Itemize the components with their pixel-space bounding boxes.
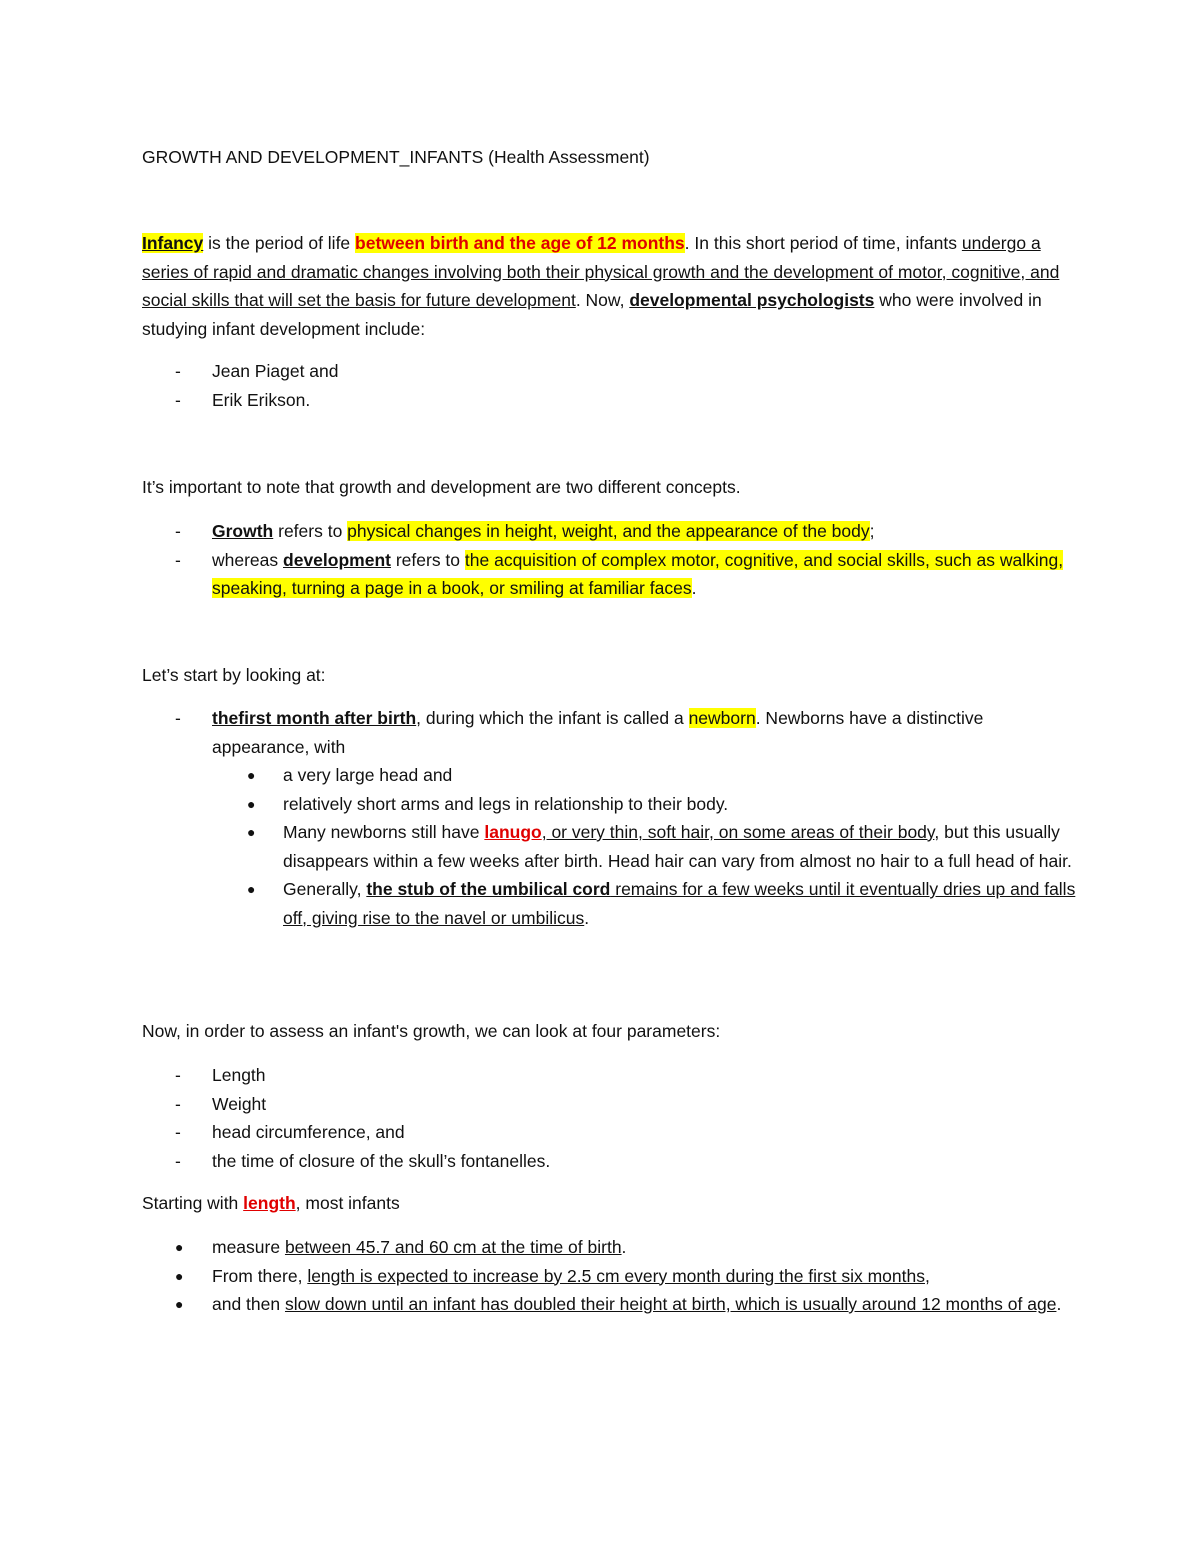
- list-item: [142, 1090, 1082, 1119]
- monthly-length-increase: length is expected to increase by 2.5 cm every month during the first six months: [307, 1265, 925, 1286]
- list-item-text: ;: [869, 521, 875, 541]
- first-month-list: [142, 704, 1082, 932]
- birth-length-range: between 45.7 and 60 cm at the time of birth: [284, 1237, 622, 1257]
- list-item-text: Many newborns still have: [283, 822, 485, 842]
- length-points-list: [142, 1233, 1082, 1319]
- parameters-list: [142, 1061, 1082, 1175]
- length-doubling: slow down until an infant has doubled their height at birth, which is usually around 12 months of age: [284, 1294, 1057, 1314]
- intro-paragraph: [142, 229, 1082, 343]
- list-item-first-month: [142, 704, 1082, 932]
- list-item-text: ,: [924, 1265, 930, 1286]
- list-item-text: Generally,: [283, 879, 367, 899]
- list-item: [142, 1290, 1082, 1319]
- dash-marker: -: [175, 1065, 181, 1085]
- list-item-text: relatively short arms and legs in relationship to their body.: [283, 793, 729, 814]
- term-developmental-psychologists: developmental psychologists: [629, 290, 875, 310]
- umbilical-cord-description: remains for a few weeks until it eventually dries up and falls off, giving rise to the navel or umbilicus: [283, 879, 1076, 928]
- list-item-text: Weight: [212, 1093, 267, 1114]
- list-item-text: the time of closure of the skull’s fontanelles.: [212, 1150, 551, 1171]
- dash-marker: -: [175, 549, 181, 570]
- list-item: [142, 357, 1082, 386]
- list-item-lanugo: [142, 818, 1082, 875]
- bullet-marker: ●: [175, 1296, 184, 1312]
- list-item: [142, 1118, 1082, 1147]
- infancy-definition: between birth and the age of 12 months: [355, 233, 685, 253]
- term-newborn: newborn: [688, 708, 756, 728]
- params-intro: Now, in order to assess an infant's growth, we can look at four parameters:: [142, 1021, 721, 1041]
- dash-marker: -: [175, 389, 181, 410]
- list-item-growth: [142, 517, 1082, 546]
- bullet-marker: ●: [247, 767, 256, 783]
- list-item-text: Length: [212, 1065, 266, 1085]
- list-item-text: measure: [212, 1237, 285, 1257]
- document-title: GROWTH AND DEVELOPMENT_INFANTS (Health Assessment): [142, 147, 650, 167]
- list-item: [142, 790, 1082, 819]
- intro-text: who were involved in studying infant development include:: [142, 290, 1042, 339]
- term-lanugo: lanugo: [484, 822, 542, 842]
- list-item-text: .: [584, 907, 590, 928]
- length-intro: [142, 1189, 1082, 1218]
- list-item-text: refers to: [273, 521, 348, 541]
- growth-definition: physical changes in height, weight, and the appearance of the body: [347, 521, 870, 541]
- list-item-text: Jean Piaget and: [212, 361, 339, 381]
- list-item: [142, 1233, 1082, 1262]
- dash-marker: -: [175, 1093, 181, 1114]
- length-intro-text: Starting with: [142, 1193, 244, 1213]
- development-definition: the acquisition of complex motor, cognitive, and social skills, such as walking, speaking, turning a page in a book, or smiling at familiar faces: [212, 549, 1064, 598]
- list-item-text: whereas: [212, 549, 284, 570]
- bullet-marker: ●: [247, 824, 256, 840]
- list-item: [142, 386, 1082, 415]
- list-item-text: head circumference, and: [212, 1122, 405, 1142]
- term-development: development: [283, 549, 391, 570]
- length-intro-text: , most infants: [295, 1193, 400, 1213]
- list-item-text: Erik Erikson.: [212, 389, 311, 410]
- term-umbilical-cord: the stub of the umbilical cord: [366, 879, 611, 899]
- list-item: [142, 1262, 1082, 1291]
- intro-text: . Now,: [575, 290, 630, 310]
- list-item: [142, 1061, 1082, 1090]
- psychologists-list: [142, 357, 1082, 414]
- list-item-text: , but this usually disappears within a few weeks after birth. Head hair can vary from almost no hair to a full head of hair.: [283, 822, 1072, 871]
- bullet-marker: ●: [175, 1239, 184, 1255]
- bullet-marker: ●: [175, 1267, 184, 1284]
- list-item-text: a very large head and: [283, 765, 453, 785]
- bullet-marker: ●: [247, 881, 256, 897]
- list-item-development: [142, 546, 1082, 603]
- lanugo-definition: , or very thin, soft hair, on some areas of their body: [541, 822, 935, 842]
- dash-marker: -: [175, 1150, 181, 1171]
- list-item-text: .: [691, 578, 697, 598]
- list-item-text: .: [621, 1237, 627, 1257]
- list-item-text: From there,: [212, 1265, 308, 1286]
- dash-marker: -: [175, 361, 181, 381]
- list-item-cord: [142, 875, 1082, 932]
- term-first-month: thefirst month after birth: [212, 708, 417, 728]
- list-item-text: . Newborns have a distinctive appearance, with: [212, 708, 984, 757]
- list-item: [142, 761, 1082, 790]
- term-infancy: Infancy: [142, 233, 204, 253]
- list-item-text: .: [1056, 1294, 1062, 1314]
- list-item-text: and then: [212, 1294, 285, 1314]
- list-item-text: , during which the infant is called a: [416, 708, 689, 728]
- term-length: length: [243, 1193, 296, 1213]
- concepts-list: [142, 517, 1082, 603]
- newborn-traits-list: [212, 761, 1082, 932]
- dash-marker: -: [175, 521, 181, 541]
- dash-marker: -: [175, 1122, 181, 1142]
- intro-text: . In this short period of time, infants: [684, 233, 962, 253]
- infancy-changes: undergo a series of rapid and dramatic changes involving both their physical growth and the development of motor, cognitive, and social skills that will set the basis for future development: [142, 233, 1060, 310]
- concepts-intro: It’s important to note that growth and development are two different concepts.: [142, 477, 741, 497]
- start-intro: Let’s start by looking at:: [142, 665, 326, 685]
- term-growth: Growth: [212, 521, 274, 541]
- list-item-text: refers to: [390, 549, 465, 570]
- list-item: [142, 1147, 1082, 1176]
- bullet-marker: ●: [247, 795, 256, 812]
- intro-text: is the period of life: [203, 233, 356, 253]
- dash-marker: -: [175, 708, 181, 728]
